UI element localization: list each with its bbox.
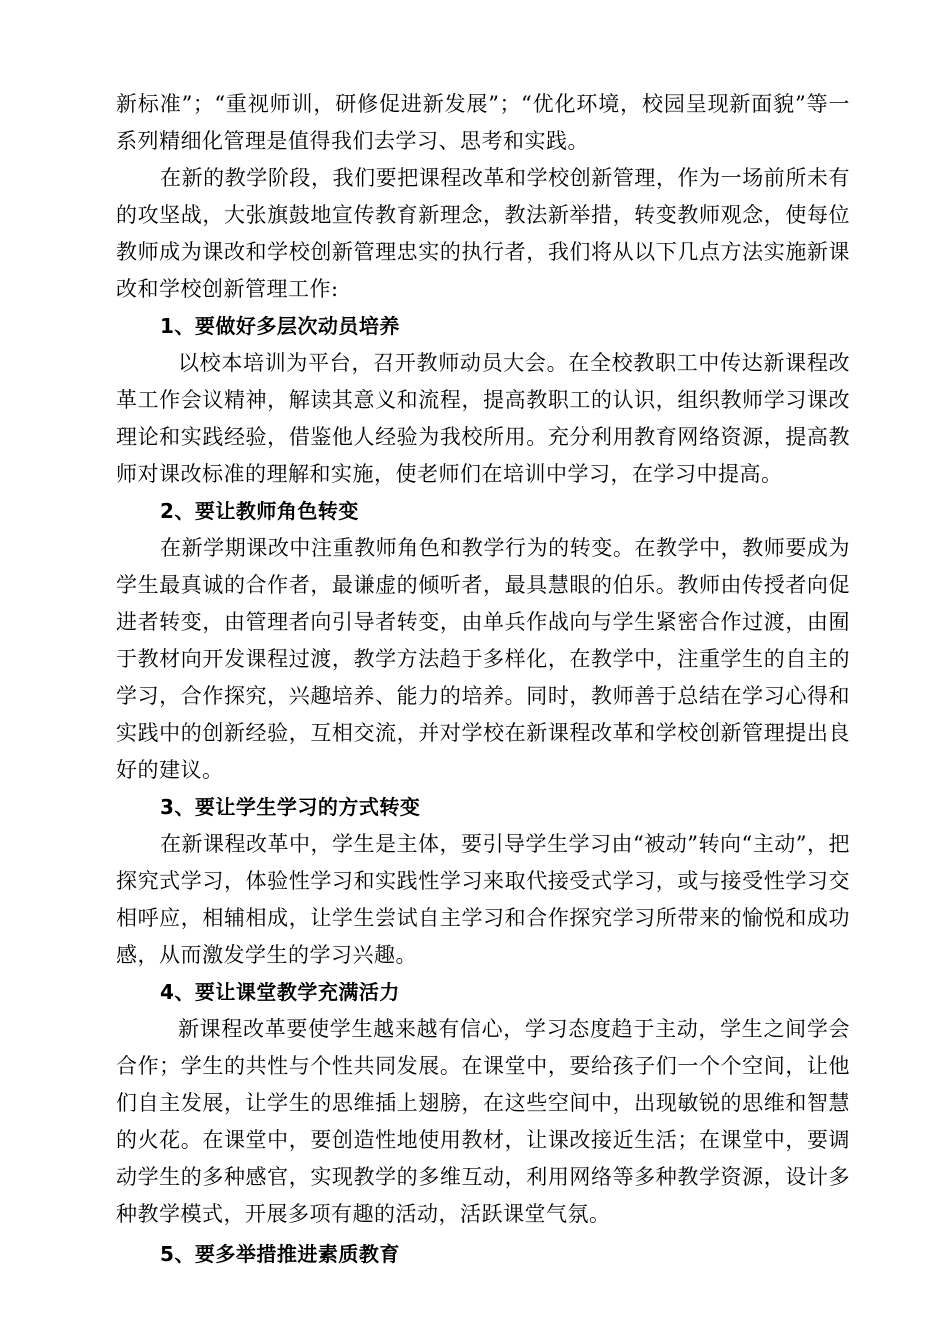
section-heading-4: 4、要让课堂教学充满活力: [160, 980, 400, 1004]
section-heading-2: 2、要让教师角色转变: [160, 499, 359, 523]
section-body-2: 在新学期课改中注重教师角色和教学行为的转变。在教学中，教师要成为学生最真诚的合作者，最谦虚的倾听者，最具慧眼的伯乐。教师由传授者向促进者转变，由管理者向引导者转变，由单兵作战向与学生紧密合作过渡，由囿于教材向开发课程过渡，教学方法趋于多样化，在教学中，注重学生的自主的学习，合作探究，兴趣培养、能力的培养。同时，教师善于总结在学习心得和实践中的创新经验，互相交流，并对学校在新课程改革和学校创新管理提出良好的建议。: [116, 536, 850, 782]
section-heading-3: 3、要让学生学习的方式转变: [160, 795, 421, 819]
section-body-1: 以校本培训为平台，召开教师动员大会。在全校教职工中传达新课程改革工作会议精神，解读其意义和流程，提高教职工的认识，组织教师学习课改理论和实践经验，借鉴他人经验为我校所用。充分利用教育网络资源，提高教师对课改标准的理解和实施，使老师们在培训中学习，在学习中提高。: [116, 351, 850, 486]
section-heading-5: 5、要多举措推进素质教育: [160, 1242, 400, 1266]
intro-continuation-paragraph: 新标准”；“重视师训，研修促进新发展”；“优化环境，校园呈现新面貌”等一系列精细化管理是值得我们去学习、思考和实践。: [116, 92, 850, 153]
section-heading-1: 1、要做好多层次动员培养: [160, 314, 400, 338]
intro-paragraph: 在新的教学阶段，我们要把课程改革和学校创新管理，作为一场前所未有的攻坚战，大张旗鼓地宣传教育新理念，教法新举措，转变教师观念，使每位教师成为课改和学校创新管理忠实的执行者，我们将从以下几点方法实施新课改和学校创新管理工作:: [116, 166, 850, 301]
document-body: [116, 86, 850, 1273]
section-body-4: 新课程改革要使学生越来越有信心，学习态度趋于主动，学生之间学会合作；学生的共性与个性共同发展。在课堂中，要给孩子们一个个空间，让他们自主发展，让学生的思维插上翅膀，在这些空间中，出现敏锐的思维和智慧的火花。在课堂中，要创造性地使用教材，让课改接近生活；在课堂中，要调动学生的多种感官，实现教学的多维互动，利用网络等多种教学资源，设计多种教学模式，开展多项有趣的活动，活跃课堂气氛。: [116, 1017, 850, 1226]
section-body-3: 在新课程改革中，学生是主体，要引导学生学习由“被动”转向“主动”，把探究式学习，体验性学习和实践性学习来取代接受式学习，或与接受性学习交相呼应，相辅相成，让学生尝试自主学习和合作探究学习所带来的愉悦和成功感，从而激发学生的学习兴趣。: [116, 832, 850, 967]
